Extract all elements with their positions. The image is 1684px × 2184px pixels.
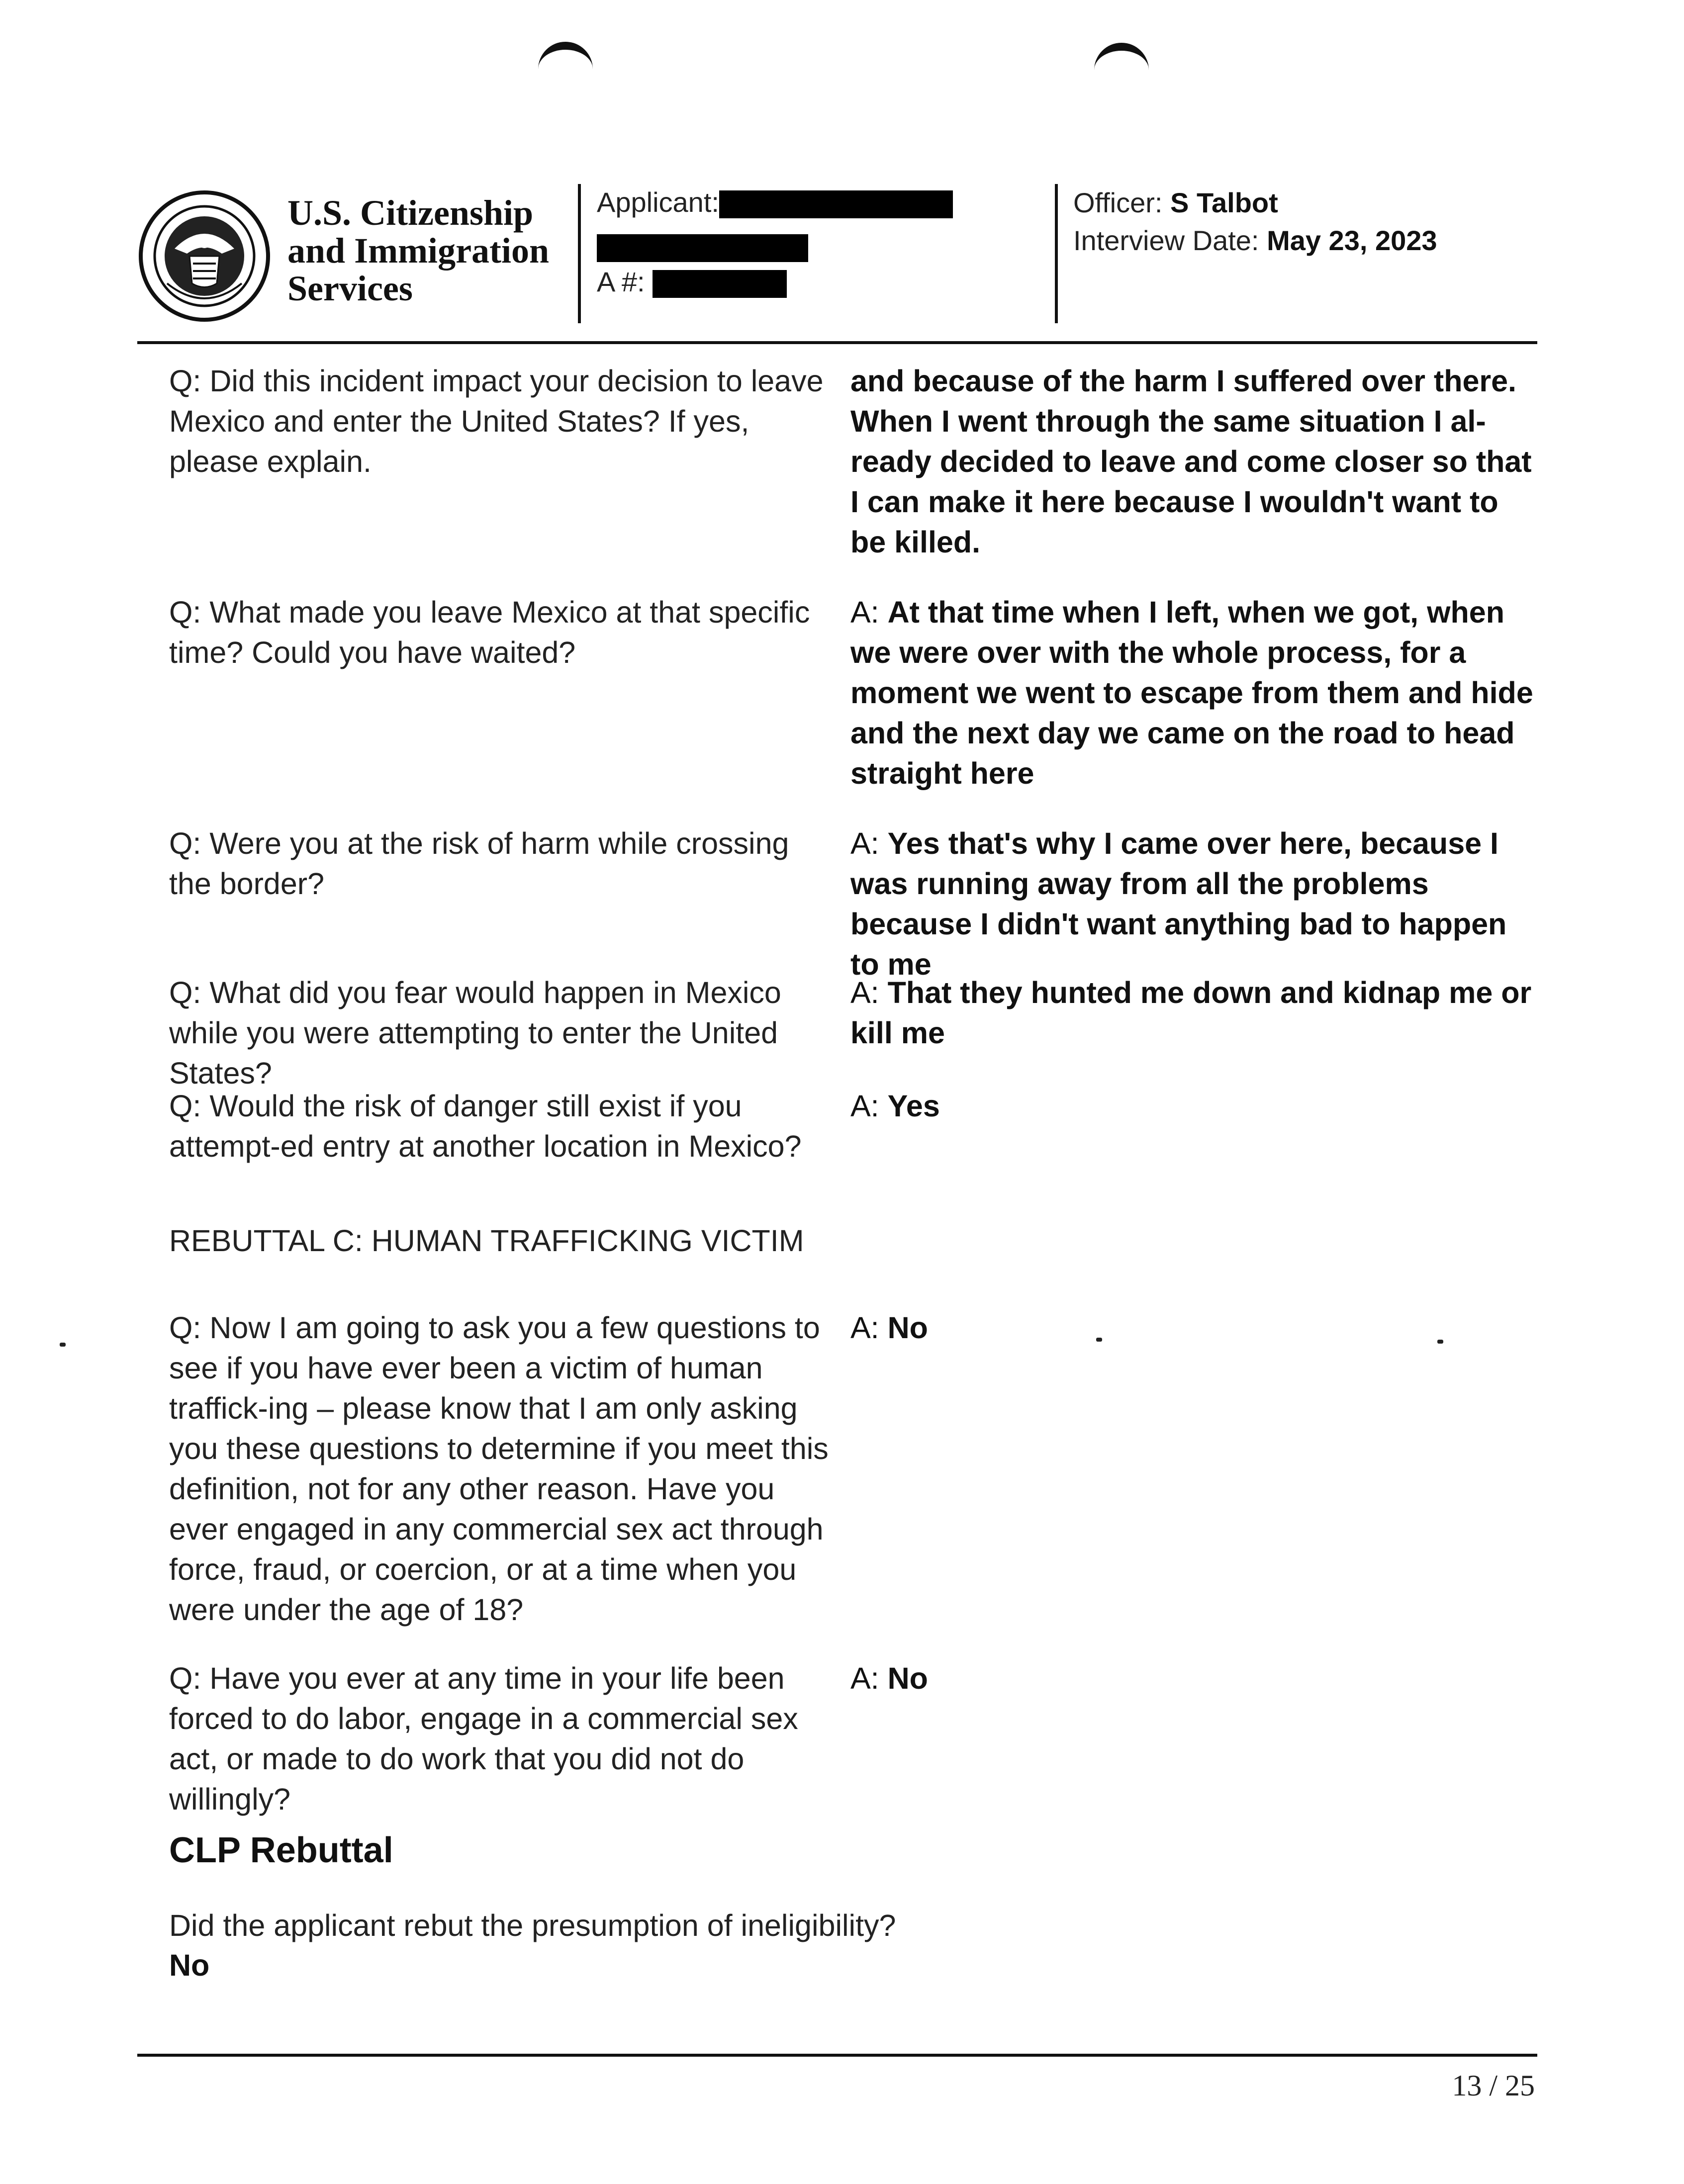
- redacted-line: [597, 228, 808, 265]
- redaction-bar: [653, 270, 787, 298]
- answer-text: No: [887, 1311, 928, 1345]
- scan-mark: [1094, 43, 1149, 71]
- a-number-label: A #:: [597, 266, 645, 297]
- question-text: Q: What made you leave Mexico at that specific time? Could you have waited?: [169, 595, 810, 669]
- answer-prefix: A:: [850, 595, 879, 629]
- answer-prefix: A:: [850, 826, 879, 860]
- answer-prefix: A:: [850, 1311, 879, 1345]
- scan-mark: [538, 42, 593, 70]
- answer-text: At that time when I left, when we got, when we were over with the whole process, for a moment we went to escape from them and hide and the next day we came on the road to head straight here: [850, 595, 1533, 790]
- clp-answer: No: [169, 1948, 210, 1982]
- section-heading: REBUTTAL C: HUMAN TRAFFICKING VICTIM: [169, 1224, 804, 1258]
- header-rule: [137, 341, 1537, 344]
- document-header: [137, 184, 1537, 348]
- page-number: 13 / 25: [1452, 2069, 1535, 2102]
- dhs-seal-icon: [137, 189, 272, 323]
- interview-date: May 23, 2023: [1267, 225, 1437, 256]
- agency-name-line: and Immigration: [287, 231, 550, 271]
- header-divider: [1055, 184, 1058, 323]
- clp-heading: CLP Rebuttal: [169, 1830, 393, 1870]
- officer-info: [1073, 184, 1437, 260]
- answer-prefix: A:: [850, 1089, 879, 1123]
- officer-name: S Talbot: [1170, 187, 1278, 218]
- question-text: Q: Were you at the risk of harm while crossing the border?: [169, 826, 789, 901]
- answer-text: and because of the harm I suffered over there. When I went through the same situation I al-ready decided to leave and come closer so that I can make it here because I wouldn't want to be killed.: [850, 364, 1532, 559]
- answer-text: Yes: [887, 1089, 940, 1123]
- answer-prefix: A:: [850, 1661, 879, 1695]
- question-text: Q: Would the risk of danger still exist if you attempt-ed entry at another location in Mexico?: [169, 1089, 802, 1163]
- question-text: Q: Now I am going to ask you a few questions to see if you have ever been a victim of human traffick-ing – please know that I am only asking you these questions to determine if you meet this definition, not for any other reason. Have you ever engaged in any commercial sex act through force, fraud, or coercion, or at a time when you were under the age of 18?: [169, 1311, 829, 1627]
- header-divider: [578, 184, 581, 323]
- answer-text: That they hunted me down and kidnap me or kill me: [850, 976, 1532, 1050]
- officer-label: Officer:: [1073, 187, 1163, 218]
- applicant-label: Applicant:: [597, 186, 719, 218]
- interview-date-label: Interview Date:: [1073, 225, 1259, 256]
- footer-rule: [137, 2054, 1537, 2057]
- agency-name-line: Services: [287, 269, 413, 308]
- answer-text: Yes that's why I came over here, because I was running away from all the problems because I didn't want anything bad to happen to me: [850, 826, 1507, 981]
- clp-question: Did the applicant rebut the presumption of ineligibility?: [169, 1909, 896, 1942]
- redaction-bar: [597, 234, 808, 262]
- question-text: Q: Did this incident impact your decision to leave Mexico and enter the United States? If yes, please explain.: [169, 364, 824, 478]
- question-text: Q: Have you ever at any time in your life been forced to do labor, engage in a commercial sex act, or made to do work that you did not do willingly?: [169, 1661, 798, 1816]
- scan-mark: [60, 1343, 66, 1347]
- applicant-field: [597, 184, 953, 221]
- a-number-field: [597, 264, 787, 300]
- answer-text: No: [887, 1661, 928, 1695]
- agency-name-line: U.S. Citizenship: [287, 193, 534, 233]
- agency-name: [287, 194, 549, 307]
- answer-prefix: A:: [850, 976, 879, 1009]
- question-text: Q: What did you fear would happen in Mexico while you were attempting to enter the United States?: [169, 976, 781, 1090]
- redaction-bar: [719, 190, 953, 218]
